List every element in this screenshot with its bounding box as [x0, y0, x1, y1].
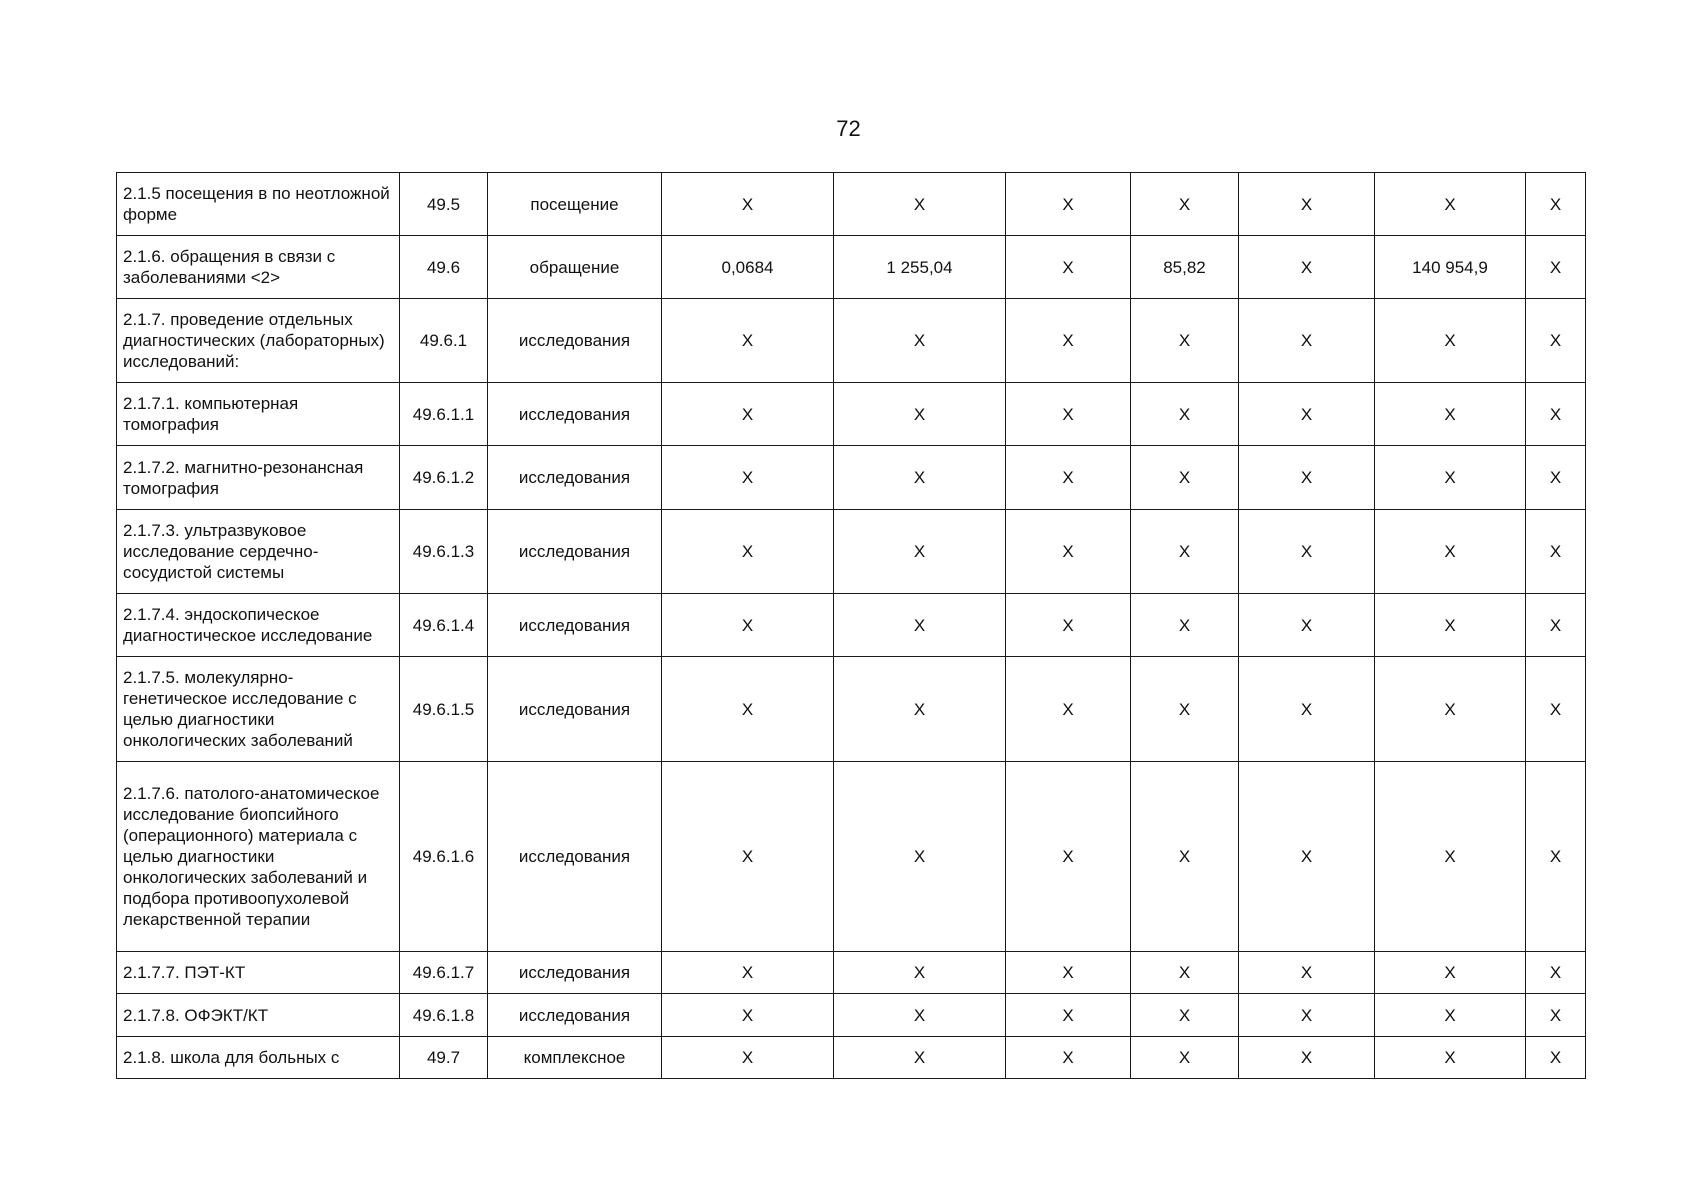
cell-c2: X — [834, 383, 1006, 446]
cell-code: 49.6.1.8 — [400, 994, 488, 1037]
cell-unit: исследования — [488, 952, 662, 994]
cell-c7: X — [1526, 994, 1586, 1037]
cell-unit: исследования — [488, 762, 662, 952]
cell-c1: X — [662, 594, 834, 657]
cell-c1: X — [662, 173, 834, 236]
cell-name: 2.1.7.3. ультразвуковое исследование сердечно-сосудистой системы — [117, 510, 400, 594]
cell-c6: 140 954,9 — [1375, 236, 1526, 299]
cell-name: 2.1.7.8. ОФЭКТ/КТ — [117, 994, 400, 1037]
cell-c7: X — [1526, 657, 1586, 762]
cell-c6: X — [1375, 594, 1526, 657]
cell-c2: X — [834, 952, 1006, 994]
cell-c7: X — [1526, 952, 1586, 994]
cell-c3: X — [1006, 173, 1131, 236]
cell-c3: X — [1006, 657, 1131, 762]
cell-c1: X — [662, 952, 834, 994]
cell-c4: X — [1131, 594, 1239, 657]
cell-code: 49.6.1.5 — [400, 657, 488, 762]
cell-c6: X — [1375, 994, 1526, 1037]
cell-c5: X — [1239, 994, 1375, 1037]
table-row — [117, 657, 1586, 762]
cell-c7: X — [1526, 236, 1586, 299]
cell-c3: X — [1006, 383, 1131, 446]
cell-c5: X — [1239, 236, 1375, 299]
cell-c5: X — [1239, 446, 1375, 510]
cell-unit: исследования — [488, 657, 662, 762]
cell-c7: X — [1526, 762, 1586, 952]
cell-c6: X — [1375, 657, 1526, 762]
cell-code: 49.6 — [400, 236, 488, 299]
cell-c5: X — [1239, 594, 1375, 657]
cell-c4: X — [1131, 657, 1239, 762]
cell-c4: X — [1131, 173, 1239, 236]
cell-c1: X — [662, 446, 834, 510]
cell-name: 2.1.8. школа для больных с — [117, 1037, 400, 1079]
cell-c3: X — [1006, 1037, 1131, 1079]
cell-unit: посещение — [488, 173, 662, 236]
cell-c6: X — [1375, 1037, 1526, 1079]
cell-c6: X — [1375, 510, 1526, 594]
cell-c7: X — [1526, 594, 1586, 657]
cell-c3: X — [1006, 299, 1131, 383]
cell-name: 2.1.6. обращения в связи с заболеваниями <2> — [117, 236, 400, 299]
cell-c2: 1 255,04 — [834, 236, 1006, 299]
table-row — [117, 594, 1586, 657]
cell-c4: X — [1131, 383, 1239, 446]
cell-c1: X — [662, 383, 834, 446]
cell-c5: X — [1239, 510, 1375, 594]
cell-c3: X — [1006, 762, 1131, 952]
cell-c3: X — [1006, 952, 1131, 994]
cell-c1: 0,0684 — [662, 236, 834, 299]
table-row — [117, 952, 1586, 994]
cell-c7: X — [1526, 299, 1586, 383]
cell-c2: X — [834, 594, 1006, 657]
cell-c4: X — [1131, 446, 1239, 510]
cell-unit: исследования — [488, 446, 662, 510]
cell-name: 2.1.5 посещения в по неотложной форме — [117, 173, 400, 236]
table-row — [117, 173, 1586, 236]
cell-code: 49.6.1.3 — [400, 510, 488, 594]
cell-c3: X — [1006, 446, 1131, 510]
cell-code: 49.6.1.6 — [400, 762, 488, 952]
cell-c5: X — [1239, 762, 1375, 952]
cell-c7: X — [1526, 383, 1586, 446]
cell-code: 49.5 — [400, 173, 488, 236]
cell-c2: X — [834, 510, 1006, 594]
cell-c2: X — [834, 994, 1006, 1037]
cell-name: 2.1.7. проведение отдельных диагностических (лабораторных) исследований: — [117, 299, 400, 383]
cell-c4: X — [1131, 1037, 1239, 1079]
table-row — [117, 446, 1586, 510]
cell-c1: X — [662, 299, 834, 383]
cell-c7: X — [1526, 446, 1586, 510]
table-row — [117, 299, 1586, 383]
cell-c5: X — [1239, 383, 1375, 446]
cell-c2: X — [834, 446, 1006, 510]
cell-name: 2.1.7.7. ПЭТ-КТ — [117, 952, 400, 994]
cell-c4: X — [1131, 952, 1239, 994]
table-row — [117, 994, 1586, 1037]
cell-c6: X — [1375, 299, 1526, 383]
table-row — [117, 762, 1586, 952]
cell-name: 2.1.7.4. эндоскопическое диагностическое исследование — [117, 594, 400, 657]
cell-unit: исследования — [488, 510, 662, 594]
cell-c7: X — [1526, 1037, 1586, 1079]
cell-c2: X — [834, 762, 1006, 952]
cell-c3: X — [1006, 236, 1131, 299]
cell-c5: X — [1239, 299, 1375, 383]
cell-c4: X — [1131, 510, 1239, 594]
cell-name: 2.1.7.2. магнитно-резонансная томография — [117, 446, 400, 510]
cell-c4: X — [1131, 762, 1239, 952]
cell-c2: X — [834, 657, 1006, 762]
cell-c4: X — [1131, 994, 1239, 1037]
cell-c1: X — [662, 762, 834, 952]
cell-name: 2.1.7.6. патолого-анатомическое исследование биопсийного (операционного) материала с целью диагностики онкологических заболеваний и подбора противоопухолевой лекарственной терапии — [117, 762, 400, 952]
cell-unit: исследования — [488, 383, 662, 446]
cell-unit: исследования — [488, 594, 662, 657]
cell-name: 2.1.7.5. молекулярно-генетическое исследование с целью диагностики онкологических заболеваний — [117, 657, 400, 762]
cell-c3: X — [1006, 994, 1131, 1037]
cell-unit: исследования — [488, 299, 662, 383]
cell-c5: X — [1239, 1037, 1375, 1079]
cell-unit: обращение — [488, 236, 662, 299]
cell-c6: X — [1375, 383, 1526, 446]
cell-c3: X — [1006, 510, 1131, 594]
cell-c1: X — [662, 994, 834, 1037]
data-table — [116, 172, 1586, 1079]
cell-c6: X — [1375, 762, 1526, 952]
table-row — [117, 1037, 1586, 1079]
cell-unit: комплексное — [488, 1037, 662, 1079]
cell-c5: X — [1239, 173, 1375, 236]
page-number: 72 — [836, 116, 861, 141]
cell-code: 49.6.1.7 — [400, 952, 488, 994]
cell-code: 49.6.1 — [400, 299, 488, 383]
cell-c2: X — [834, 173, 1006, 236]
cell-c6: X — [1375, 446, 1526, 510]
cell-c1: X — [662, 657, 834, 762]
cell-c2: X — [834, 299, 1006, 383]
cell-unit: исследования — [488, 994, 662, 1037]
cell-c4: 85,82 — [1131, 236, 1239, 299]
table-row — [117, 236, 1586, 299]
table-row — [117, 383, 1586, 446]
cell-c6: X — [1375, 952, 1526, 994]
cell-name: 2.1.7.1. компьютерная томография — [117, 383, 400, 446]
cell-code: 49.7 — [400, 1037, 488, 1079]
cell-code: 49.6.1.4 — [400, 594, 488, 657]
cell-c6: X — [1375, 173, 1526, 236]
cell-c5: X — [1239, 657, 1375, 762]
cell-c1: X — [662, 1037, 834, 1079]
cell-c2: X — [834, 1037, 1006, 1079]
cell-c1: X — [662, 510, 834, 594]
cell-c4: X — [1131, 299, 1239, 383]
cell-code: 49.6.1.2 — [400, 446, 488, 510]
cell-code: 49.6.1.1 — [400, 383, 488, 446]
table-row — [117, 510, 1586, 594]
cell-c3: X — [1006, 594, 1131, 657]
cell-c7: X — [1526, 510, 1586, 594]
cell-c5: X — [1239, 952, 1375, 994]
cell-c7: X — [1526, 173, 1586, 236]
